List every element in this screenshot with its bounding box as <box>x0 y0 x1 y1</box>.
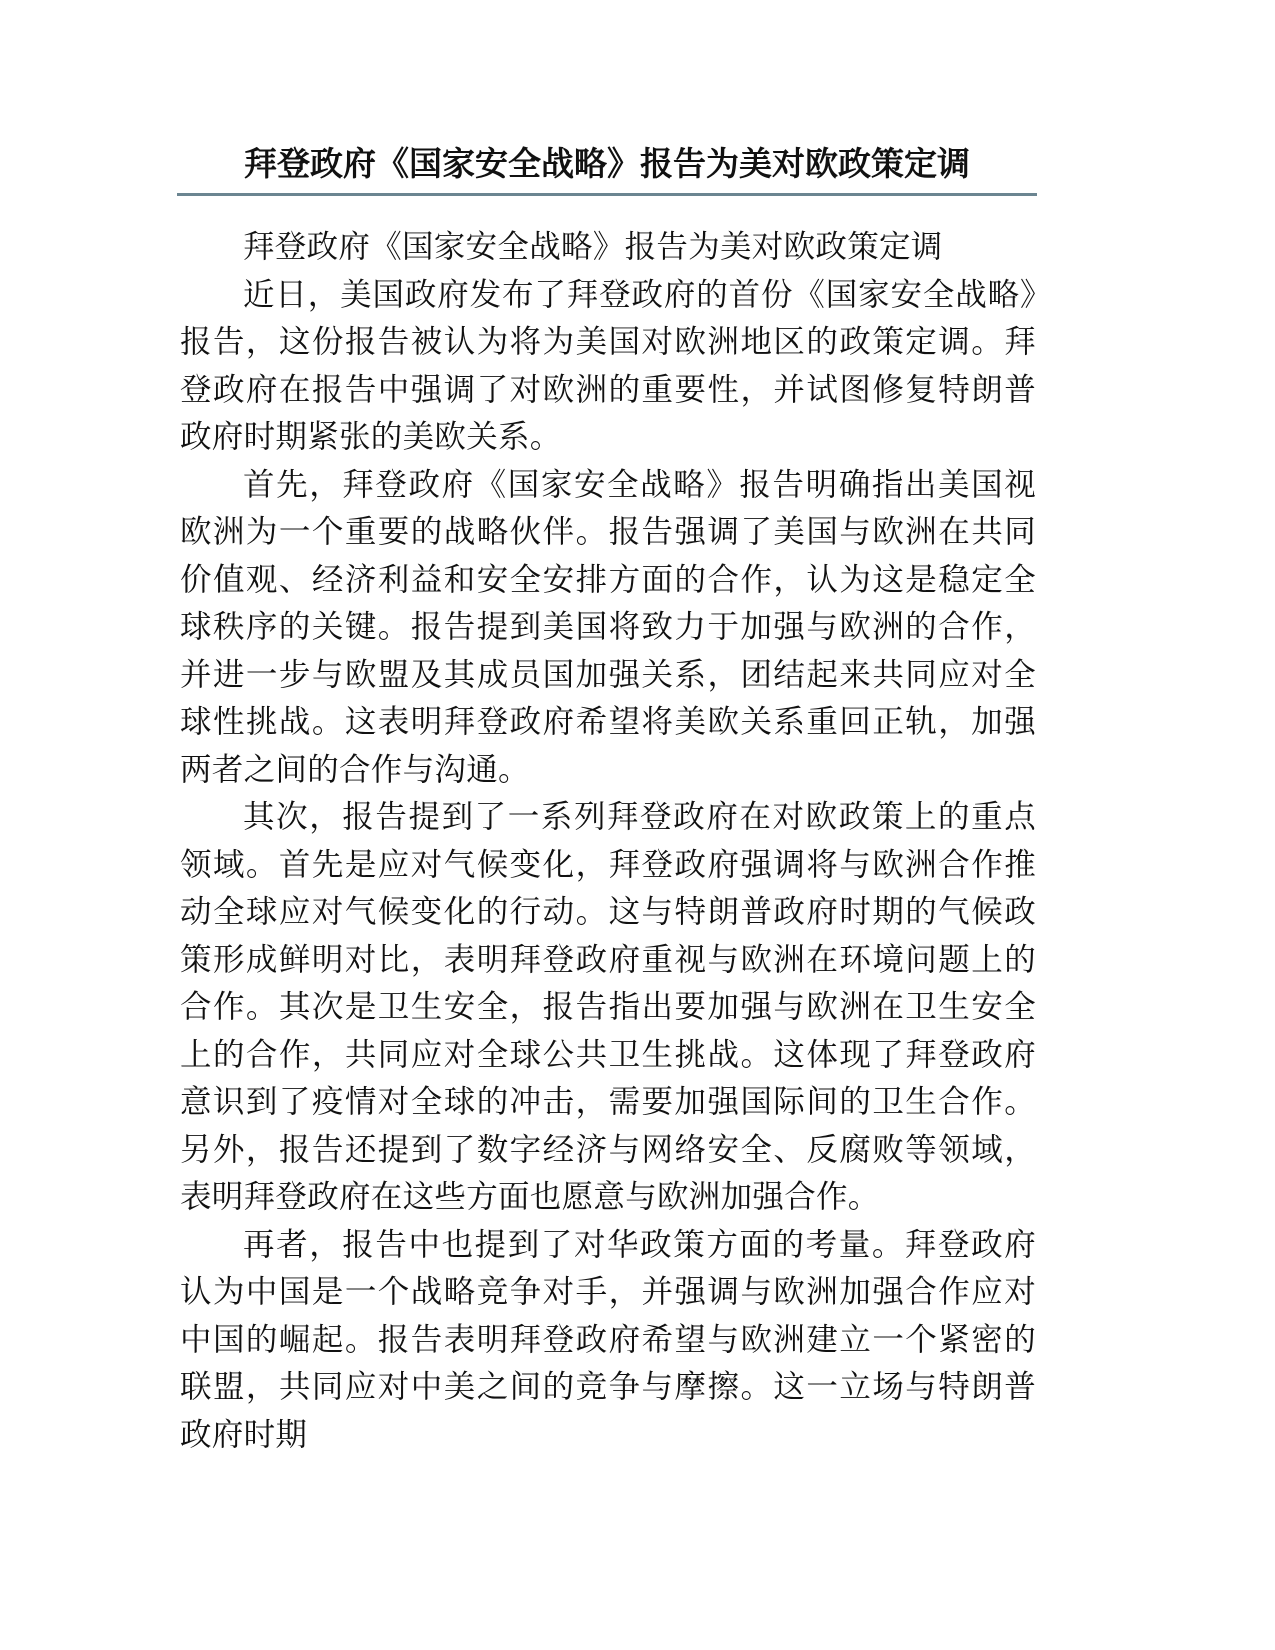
paragraph-intro: 近日，美国政府发布了拜登政府的首份《国家安全战略》报告，这份报告被认为将为美国对欧洲地区的政策定调。拜登政府在报告中强调了对欧洲的重要性，并试图修复特朗普政府时期紧张的美欧关系。 <box>180 276 1036 455</box>
paragraph-subtitle: 拜登政府《国家安全战略》报告为美对欧政策定调 <box>243 229 943 265</box>
paragraph-third: 再者，报告中也提到了对华政策方面的考量。拜登政府认为中国是一个战略竞争对手，并强调与欧洲加强合作应对中国的崛起。报告表明拜登政府希望与欧洲建立一个紧密的联盟，共同应对中美之间的竞争与摩擦。这一立场与特朗普政府时期 <box>180 1226 1036 1453</box>
paragraph-first: 首先，拜登政府《国家安全战略》报告明确指出美国视欧洲为一个重要的战略伙伴。报告强调了美国与欧洲在共同价值观、经济利益和安全安排方面的合作，认为这是稳定全球秩序的关键。报告提到美国将致力于加强与欧洲的合作，并进一步与欧盟及其成员国加强关系，团结起来共同应对全球性挑战。这表明拜登政府希望将美欧关系重回正轨，加强两者之间的合作与沟通。 <box>180 466 1036 788</box>
title-divider <box>177 193 1037 196</box>
paragraph-second: 其次，报告提到了一系列拜登政府在对欧政策上的重点领域。首先是应对气候变化，拜登政府强调将与欧洲合作推动全球应对气候变化的行动。这与特朗普政府时期的气候政策形成鲜明对比，表明拜登政府重视与欧洲在环境问题上的合作。其次是卫生安全，报告指出要加强与欧洲在卫生安全上的合作，共同应对全球公共卫生挑战。这体现了拜登政府意识到了疫情对全球的冲击，需要加强国际间的卫生合作。另外，报告还提到了数字经济与网络安全、反腐败等领域，表明拜登政府在这些方面也愿意与欧洲加强合作。 <box>180 799 1036 1215</box>
document-body <box>180 224 1036 1459</box>
document-title: 拜登政府《国家安全战略》报告为美对欧政策定调 <box>244 144 970 183</box>
